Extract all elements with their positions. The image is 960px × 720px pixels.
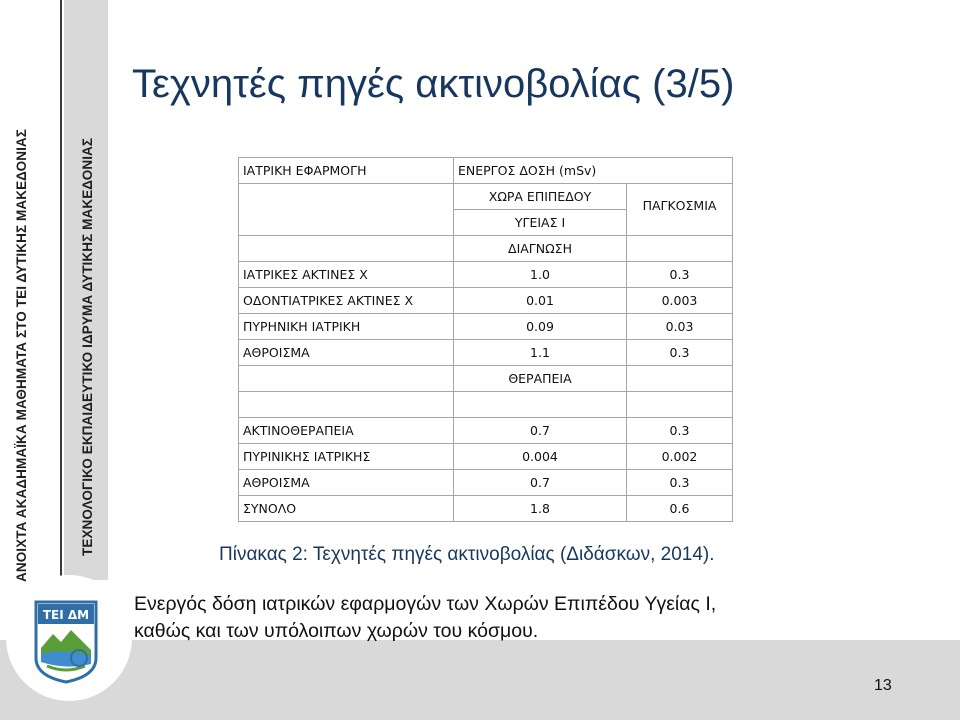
row-name: ΣΥΝΟΛΟ <box>239 496 454 522</box>
row-world-dose: 0.003 <box>627 288 733 314</box>
row-name: ΟΔΟΝΤΙΑΤΡΙΚΕΣ ΑΚΤΙΝΕΣ Χ <box>239 288 454 314</box>
subheader-world <box>627 184 733 236</box>
row-world-dose: 0.6 <box>627 496 733 522</box>
empty-cell <box>454 392 627 418</box>
sidebar-inner-text: ΤΕΧΝΟΛΟΓΙΚΟ ΕΚΠΑΙΔΕΥΤΙΚΟ ΙΔΡΥΜΑ ΔΥΤΙΚΗΣ ΜΑΚΕΔΟΝΙΑΣ <box>80 137 95 556</box>
table-row <box>239 470 733 496</box>
section-diagnosis: ΔΙΑΓΝΩΣΗ <box>454 236 627 262</box>
row-level1-dose: 0.09 <box>454 314 627 340</box>
table-subheader-row <box>239 184 733 210</box>
empty-cell <box>239 392 454 418</box>
sidebar-divider <box>60 0 62 640</box>
tei-logo-icon <box>33 600 99 684</box>
table-row <box>239 340 733 366</box>
row-level1-dose: 1.1 <box>454 340 627 366</box>
slide-title: Τεχνητές πηγές ακτινοβολίας (3/5) <box>132 62 735 106</box>
table-caption: Πίνακας 2: Τεχνητές πηγές ακτινοβολίας (Διδάσκων, 2014). <box>219 544 715 565</box>
empty-cell <box>239 236 454 262</box>
row-world-dose: 0.3 <box>627 470 733 496</box>
row-level1-dose: 0.01 <box>454 288 627 314</box>
table-header-row <box>239 158 733 184</box>
empty-cell <box>627 366 733 392</box>
row-level1-dose: 0.7 <box>454 418 627 444</box>
table-section-row <box>239 366 733 392</box>
row-name: ΑΘΡΟΙΣΜΑ <box>239 470 454 496</box>
subheader-level1-line1: ΧΩΡΑ ΕΠΙΠΕΔΟΥ <box>454 184 627 210</box>
table-row <box>239 496 733 522</box>
row-world-dose: 0.3 <box>627 262 733 288</box>
table-row <box>239 314 733 340</box>
table-empty-row <box>239 392 733 418</box>
footer-band <box>0 640 960 720</box>
table-row <box>239 262 733 288</box>
sidebar-outer-text: ΑΝΟΙΧΤΑ ΑΚΑΔΗΜΑΪΚΑ ΜΑΘΗΜΑΤΑ ΣΤΟ ΤΕΙ ΔΥΤΙΚΗΣ ΜΑΚΕΔΟΝΙΑΣ <box>14 129 29 582</box>
subheader-level1-line2: ΥΓΕΙΑΣ Ι <box>454 210 627 236</box>
page-number: 13 <box>874 677 892 694</box>
table-row <box>239 444 733 470</box>
row-world-dose: 0.3 <box>627 340 733 366</box>
row-world-dose: 0.002 <box>627 444 733 470</box>
empty-cell <box>627 392 733 418</box>
table-row <box>239 288 733 314</box>
logo-text: ΤΕΙ ΔΜ <box>42 608 90 622</box>
table-row <box>239 418 733 444</box>
header-application: ΙΑΤΡΙΚΗ ΕΦΑΡΜΟΓΗ <box>239 158 454 184</box>
body-paragraph <box>134 591 894 645</box>
empty-cell <box>239 366 454 392</box>
subheader-world-label: ΠΑΓΚΟΣΜΙΑ <box>642 198 717 213</box>
row-world-dose: 0.03 <box>627 314 733 340</box>
row-level1-dose: 1.8 <box>454 496 627 522</box>
table-section-row <box>239 236 733 262</box>
dose-table <box>238 157 733 522</box>
row-name: ΠΥΡΗΝΙΚΗ ΙΑΤΡΙΚΗ <box>239 314 454 340</box>
empty-cell <box>627 236 733 262</box>
row-name: ΑΘΡΟΙΣΜΑ <box>239 340 454 366</box>
row-name: ΙΑΤΡΙΚΕΣ ΑΚΤΙΝΕΣ Χ <box>239 262 454 288</box>
row-name: ΠΥΡΙΝΙΚΗΣ ΙΑΤΡΙΚΗΣ <box>239 444 454 470</box>
row-level1-dose: 0.7 <box>454 470 627 496</box>
header-effective-dose: ΕΝΕΡΓΟΣ ΔΟΣΗ (mSv) <box>454 158 733 184</box>
row-level1-dose: 1.0 <box>454 262 627 288</box>
section-therapy: ΘΕΡΑΠΕΙΑ <box>454 366 627 392</box>
row-world-dose: 0.3 <box>627 418 733 444</box>
row-name: ΑΚΤΙΝΟΘΕΡΑΠΕΙΑ <box>239 418 454 444</box>
row-level1-dose: 0.004 <box>454 444 627 470</box>
paragraph-line-2: καθώς και των υπόλοιπων χωρών του κόσμου. <box>134 620 539 642</box>
paragraph-line-1: Ενεργός δόση ιατρικών εφαρμογών των Χωρών Επιπέδου Υγείας Ι, <box>134 593 717 615</box>
empty-cell <box>239 184 454 236</box>
